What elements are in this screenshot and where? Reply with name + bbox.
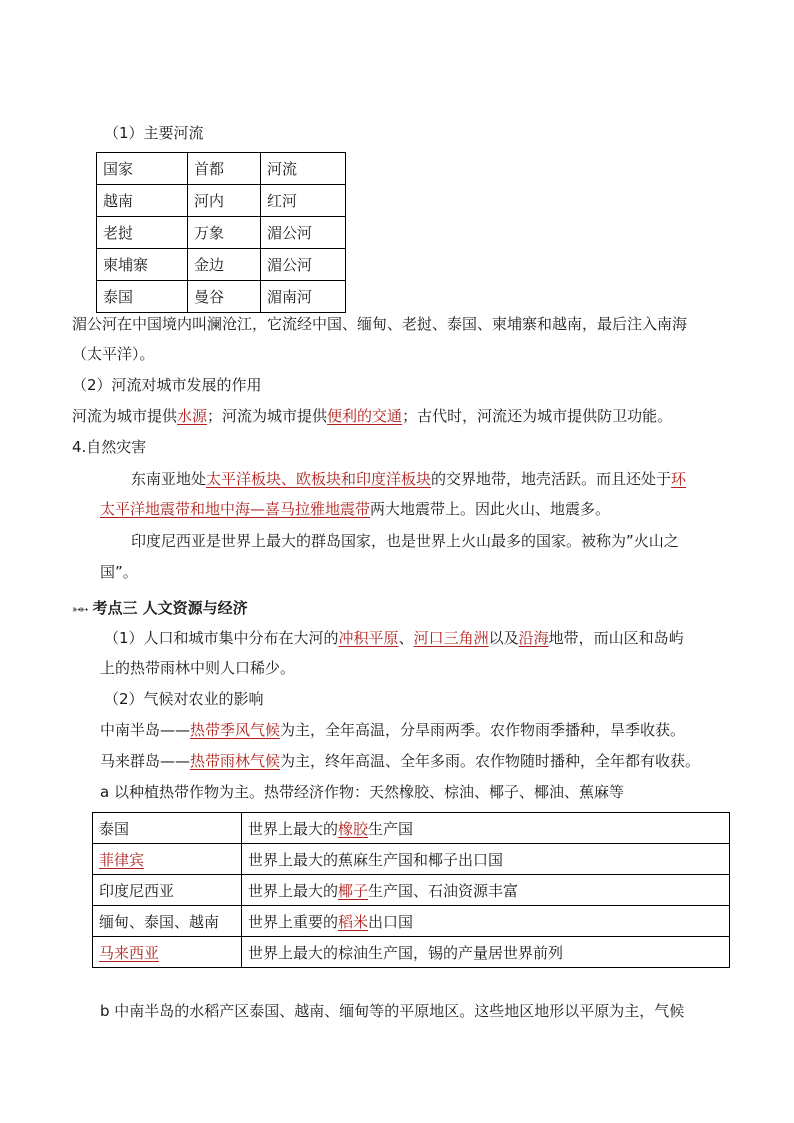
table-cell: 万象 — [188, 217, 261, 249]
text: 马来群岛—— — [100, 752, 191, 770]
disaster-paragraph-line2 — [100, 498, 610, 520]
heading-main-rivers: （1）主要河流 — [104, 124, 204, 142]
text: 出口国 — [368, 912, 414, 931]
table-cell — [242, 906, 730, 937]
text: 为主，全年高温，分旱雨两季。农作物雨季播种，旱季收获。 — [280, 721, 686, 739]
disaster-paragraph-line1 — [131, 468, 686, 490]
table-cell: 金边 — [188, 249, 261, 281]
keyword: 冲积平原 — [338, 629, 399, 647]
text: 河流为城市提供 — [72, 407, 178, 425]
table-cell: 印度尼西亚 — [93, 875, 242, 906]
cash-crops-line: a 以种植热带作物为主。热带经济作物：天然橡胶、棕油、椰子、椰油、蕉麻等 — [100, 783, 624, 801]
keyword: 环 — [671, 470, 687, 488]
text: ；古代时，河流还为城市提供防卫功能。 — [402, 407, 673, 425]
text: 东南亚地处 — [131, 470, 207, 488]
keyword: 热带雨林气候 — [190, 752, 281, 770]
keyword: 橡胶 — [338, 819, 369, 838]
text: 中南半岛—— — [100, 721, 191, 739]
keyword: 椰子 — [338, 881, 369, 900]
table-cell: 红河 — [261, 185, 346, 217]
table-cell — [242, 937, 730, 968]
indonesia-paragraph-line1: 印度尼西亚是世界上最大的群岛国家，也是世界上火山最多的国家。被称为”火山之 — [131, 532, 679, 550]
heading-climate-agriculture: （2）气候对农业的影响 — [104, 690, 264, 708]
table-header-cell: 首都 — [188, 153, 261, 185]
text: 为主，终年高温、全年多雨。农作物随时播种，全年都有收获。 — [280, 752, 701, 770]
keyword: 马来西亚 — [99, 943, 160, 962]
table-row — [97, 185, 346, 217]
text: 世界上最大的 — [248, 881, 339, 900]
table-row — [97, 217, 346, 249]
table-cell: 河内 — [188, 185, 261, 217]
table-cell — [242, 875, 730, 906]
text: 的交界地带，地壳活跃。而且还处于 — [431, 470, 672, 488]
table-cell — [93, 937, 242, 968]
keyword: 便利的交通 — [327, 407, 403, 425]
table-header-cell: 河流 — [261, 153, 346, 185]
text: 生产国 — [368, 819, 414, 838]
text: 生产国、石油资源丰富 — [368, 881, 519, 900]
table-row — [97, 249, 346, 281]
keyword: 沿海 — [518, 629, 549, 647]
keyword: 河口三角洲 — [413, 629, 489, 647]
table-cell: 曼谷 — [188, 281, 261, 313]
text: 世界上最大的棕油生产国，锡的产量居世界前列 — [248, 943, 564, 962]
table-cell: 湄公河 — [261, 217, 346, 249]
text: 世界上最大的 — [248, 819, 339, 838]
table-cell: 越南 — [97, 185, 188, 217]
text: 两大地震带上。因此火山、地震多。 — [370, 500, 611, 518]
text: 地带，而山区和岛屿 — [548, 629, 684, 647]
kaodian-title: 考点三 人文资源与经济 — [92, 599, 248, 617]
text: （1）人口和城市集中分布在大河的 — [104, 629, 339, 647]
text: 以及 — [488, 629, 519, 647]
malay-climate-line — [100, 750, 700, 772]
population-paragraph-line2: 上的热带雨林中则人口稀少。 — [100, 659, 296, 677]
keyword: 太平洋板块、欧板块和印度洋板块 — [206, 470, 432, 488]
mekong-paragraph-line2: （太平洋）。 — [72, 345, 155, 363]
keyword: 水源 — [177, 407, 208, 425]
table-header-cell: 国家 — [97, 153, 188, 185]
indonesia-paragraph-line2: 国”。 — [100, 563, 138, 581]
text: ；河流为城市提供 — [207, 407, 328, 425]
arrow-icon: ➳➳ — [72, 603, 87, 616]
table-cell: 老挝 — [97, 217, 188, 249]
table-cell: 泰国 — [93, 813, 242, 844]
indochina-climate-line — [100, 719, 685, 741]
table-row — [93, 906, 730, 937]
table-cell: 缅甸、泰国、越南 — [93, 906, 242, 937]
kaodian-heading — [72, 597, 248, 621]
text: 、 — [398, 629, 414, 647]
table-row — [93, 844, 730, 875]
rivers-table — [96, 152, 346, 313]
keyword: 太平洋地震带和地中海—喜马拉雅地震带 — [100, 500, 371, 518]
table-cell: 泰国 — [97, 281, 188, 313]
text: 世界上重要的 — [248, 912, 339, 931]
table-cell: 湄公河 — [261, 249, 346, 281]
rice-paragraph-line: b 中南半岛的水稻产区泰国、越南、缅甸等的平原地区。这些地区地形以平原为主，气候 — [100, 1002, 685, 1020]
table-row — [97, 153, 346, 185]
table-cell — [242, 813, 730, 844]
population-paragraph-line1 — [104, 627, 684, 649]
table-cell: 湄南河 — [261, 281, 346, 313]
table-cell — [93, 844, 242, 875]
table-row — [93, 937, 730, 968]
table-cell — [242, 844, 730, 875]
keyword: 稻米 — [338, 912, 369, 931]
text: 世界上最大的蕉麻生产国和椰子出口国 — [248, 850, 504, 869]
keyword: 热带季风气候 — [190, 721, 281, 739]
table-row — [93, 813, 730, 844]
crops-table — [92, 812, 730, 968]
heading-river-city: （2）河流对城市发展的作用 — [72, 376, 262, 394]
heading-natural-disasters: 4.自然灾害 — [72, 438, 147, 456]
table-row — [97, 281, 346, 313]
keyword: 菲律宾 — [99, 850, 145, 869]
mekong-paragraph-line1: 湄公河在中国境内叫澜沧江，它流经中国、缅甸、老挝、泰国、柬埔寨和越南，最后注入南海 — [72, 315, 688, 333]
river-city-paragraph — [72, 405, 672, 427]
table-cell: 柬埔寨 — [97, 249, 188, 281]
table-row — [93, 875, 730, 906]
